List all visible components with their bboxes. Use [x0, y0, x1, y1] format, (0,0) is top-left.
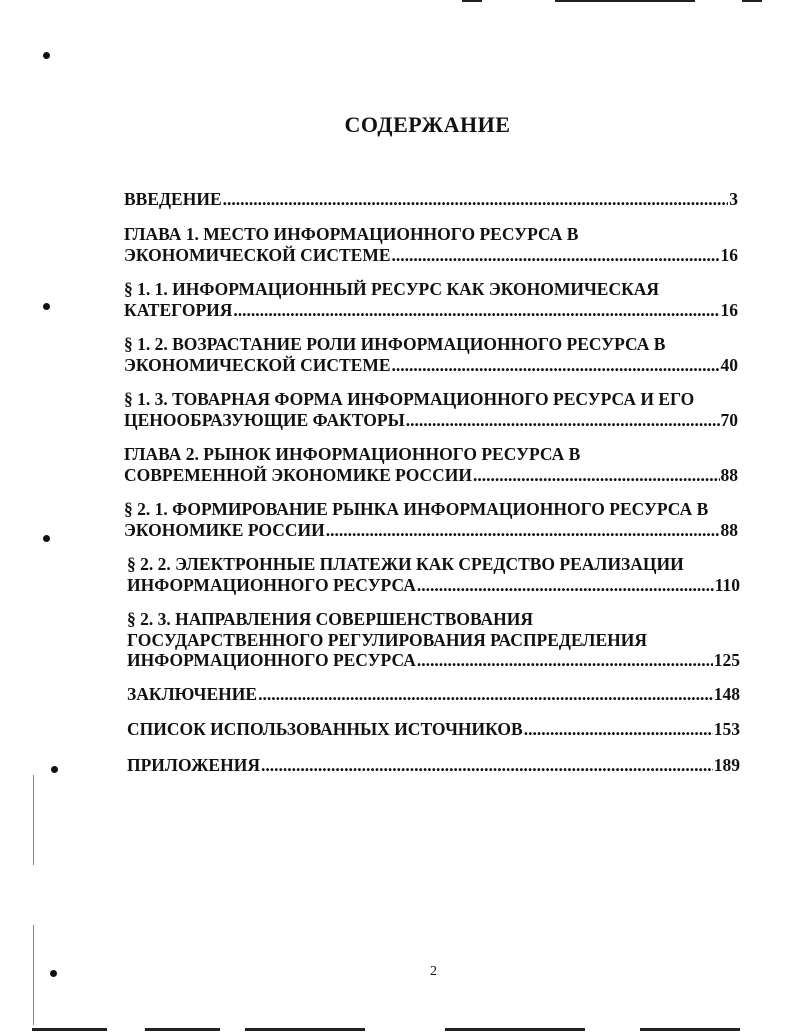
toc-page-number: 16 — [720, 244, 738, 265]
toc-entry-introduction — [124, 189, 738, 210]
toc-entry-label: ЦЕНООБРАЗУЮЩИЕ ФАКТОРЫ — [124, 409, 405, 430]
binder-hole-dot — [50, 970, 57, 977]
scan-mark-bottom-5 — [640, 1028, 740, 1031]
toc-entry-label: ВВЕДЕНИЕ — [124, 189, 222, 209]
dot-leader — [524, 719, 713, 740]
dot-leader — [258, 684, 713, 705]
toc-entry-title: § 1. 1. ИНФОРМАЦИОННЫЙ РЕСУРС КАК ЭКОНОМИЧЕСКАЯ — [124, 279, 660, 299]
binder-hole-dot — [43, 303, 50, 310]
page-number: 2 — [430, 964, 437, 979]
dot-leader — [326, 520, 720, 541]
toc-entry-title: ГЛАВА 1. МЕСТО ИНФОРМАЦИОННОГО РЕСУРСА В — [124, 224, 579, 244]
binder-hole-dot — [43, 52, 50, 59]
page-title: СОДЕРЖАНИЕ — [344, 112, 511, 137]
toc-entry-label: ЭКОНОМИКЕ РОССИИ — [124, 519, 325, 540]
toc-page-number: 70 — [720, 409, 738, 430]
dot-leader — [473, 465, 719, 486]
toc-page-number: 88 — [720, 519, 738, 540]
toc-entry-chapter-2 — [124, 444, 738, 485]
dot-leader — [392, 355, 720, 376]
toc-entry-title: § 1. 3. ТОВАРНАЯ ФОРМА ИНФОРМАЦИОННОГО РЕСУРСА И ЕГО — [124, 389, 695, 409]
toc-page-number: 110 — [714, 574, 740, 595]
toc-entry-label: ПРИЛОЖЕНИЯ — [127, 755, 260, 775]
dot-leader — [223, 189, 729, 210]
scan-mark-left-edge-1 — [33, 775, 34, 865]
toc-entry-label: ИНФОРМАЦИОННОГО РЕСУРСА — [127, 650, 416, 670]
dot-leader — [261, 755, 713, 776]
toc-entry-section-2-3 — [127, 609, 740, 671]
toc-entry-title: § 2. 2. ЭЛЕКТРОННЫЕ ПЛАТЕЖИ КАК СРЕДСТВО РЕАЛИЗАЦИИ — [127, 554, 684, 574]
toc-page-number: 189 — [713, 755, 740, 775]
dot-leader — [417, 575, 714, 596]
scan-mark-bottom-3 — [245, 1028, 365, 1031]
toc-entry-label: ИНФОРМАЦИОННОГО РЕСУРСА — [127, 574, 416, 595]
toc-entry-label: ЗАКЛЮЧЕНИЕ — [127, 684, 258, 704]
toc-page-number: 88 — [720, 464, 738, 485]
binder-hole-dot — [51, 766, 58, 773]
toc-entry-title: § 1. 2. ВОЗРАСТАНИЕ РОЛИ ИНФОРМАЦИОННОГО РЕСУРСА В — [124, 334, 666, 354]
toc-entry-label: ЭКОНОМИЧЕСКОЙ СИСТЕМЕ — [124, 244, 391, 265]
toc-entry-label: СПИСОК ИСПОЛЬЗОВАННЫХ ИСТОЧНИКОВ — [127, 719, 523, 739]
toc-entry-section-1-3 — [124, 389, 738, 430]
binder-hole-dot — [43, 535, 50, 542]
dot-leader — [392, 245, 720, 266]
scan-mark-top-1 — [462, 0, 482, 2]
toc-page-number: 153 — [713, 719, 740, 739]
dot-leader — [233, 300, 719, 321]
toc-entry-section-1-2 — [124, 334, 738, 375]
scan-mark-bottom-1 — [32, 1028, 107, 1031]
toc-entry-appendices — [127, 755, 740, 776]
toc-entry-label: КАТЕГОРИЯ — [124, 299, 233, 320]
dot-leader — [406, 410, 720, 431]
toc-page-number: 125 — [713, 650, 740, 670]
toc-entry-section-2-2 — [127, 554, 740, 595]
dot-leader — [417, 650, 713, 671]
toc-page-number: 148 — [713, 684, 740, 704]
toc-entry-title: ГОСУДАРСТВЕННОГО РЕГУЛИРОВАНИЯ РАСПРЕДЕЛЕНИЯ — [127, 629, 647, 650]
toc-entry-references — [127, 719, 740, 740]
scan-mark-left-edge-2 — [33, 925, 34, 1025]
toc-entry-title: ГЛАВА 2. РЫНОК ИНФОРМАЦИОННОГО РЕСУРСА В — [124, 444, 581, 464]
toc-page-number: 40 — [720, 354, 738, 375]
toc-entry-title: § 2. 1. ФОРМИРОВАНИЕ РЫНКА ИНФОРМАЦИОННОГО РЕСУРСА В — [124, 499, 709, 519]
toc-page-number: 3 — [729, 189, 738, 209]
toc-entry-label: ЭКОНОМИЧЕСКОЙ СИСТЕМЕ — [124, 354, 391, 375]
scan-mark-top-3 — [742, 0, 762, 2]
scan-mark-top-2 — [555, 0, 695, 2]
toc-entry-section-2-1 — [124, 499, 738, 540]
scan-mark-bottom-4 — [445, 1028, 585, 1031]
toc-entry-section-1-1 — [124, 279, 738, 320]
toc-entry-chapter-1 — [124, 224, 738, 265]
toc-entry-title: § 2. 3. НАПРАВЛЕНИЯ СОВЕРШЕНСТВОВАНИЯ — [127, 609, 534, 629]
scan-mark-bottom-2 — [145, 1028, 220, 1031]
toc-entry-conclusion — [127, 684, 740, 705]
toc-entry-label: СОВРЕМЕННОЙ ЭКОНОМИКЕ РОССИИ — [124, 464, 473, 485]
toc-page-number: 16 — [720, 299, 738, 320]
